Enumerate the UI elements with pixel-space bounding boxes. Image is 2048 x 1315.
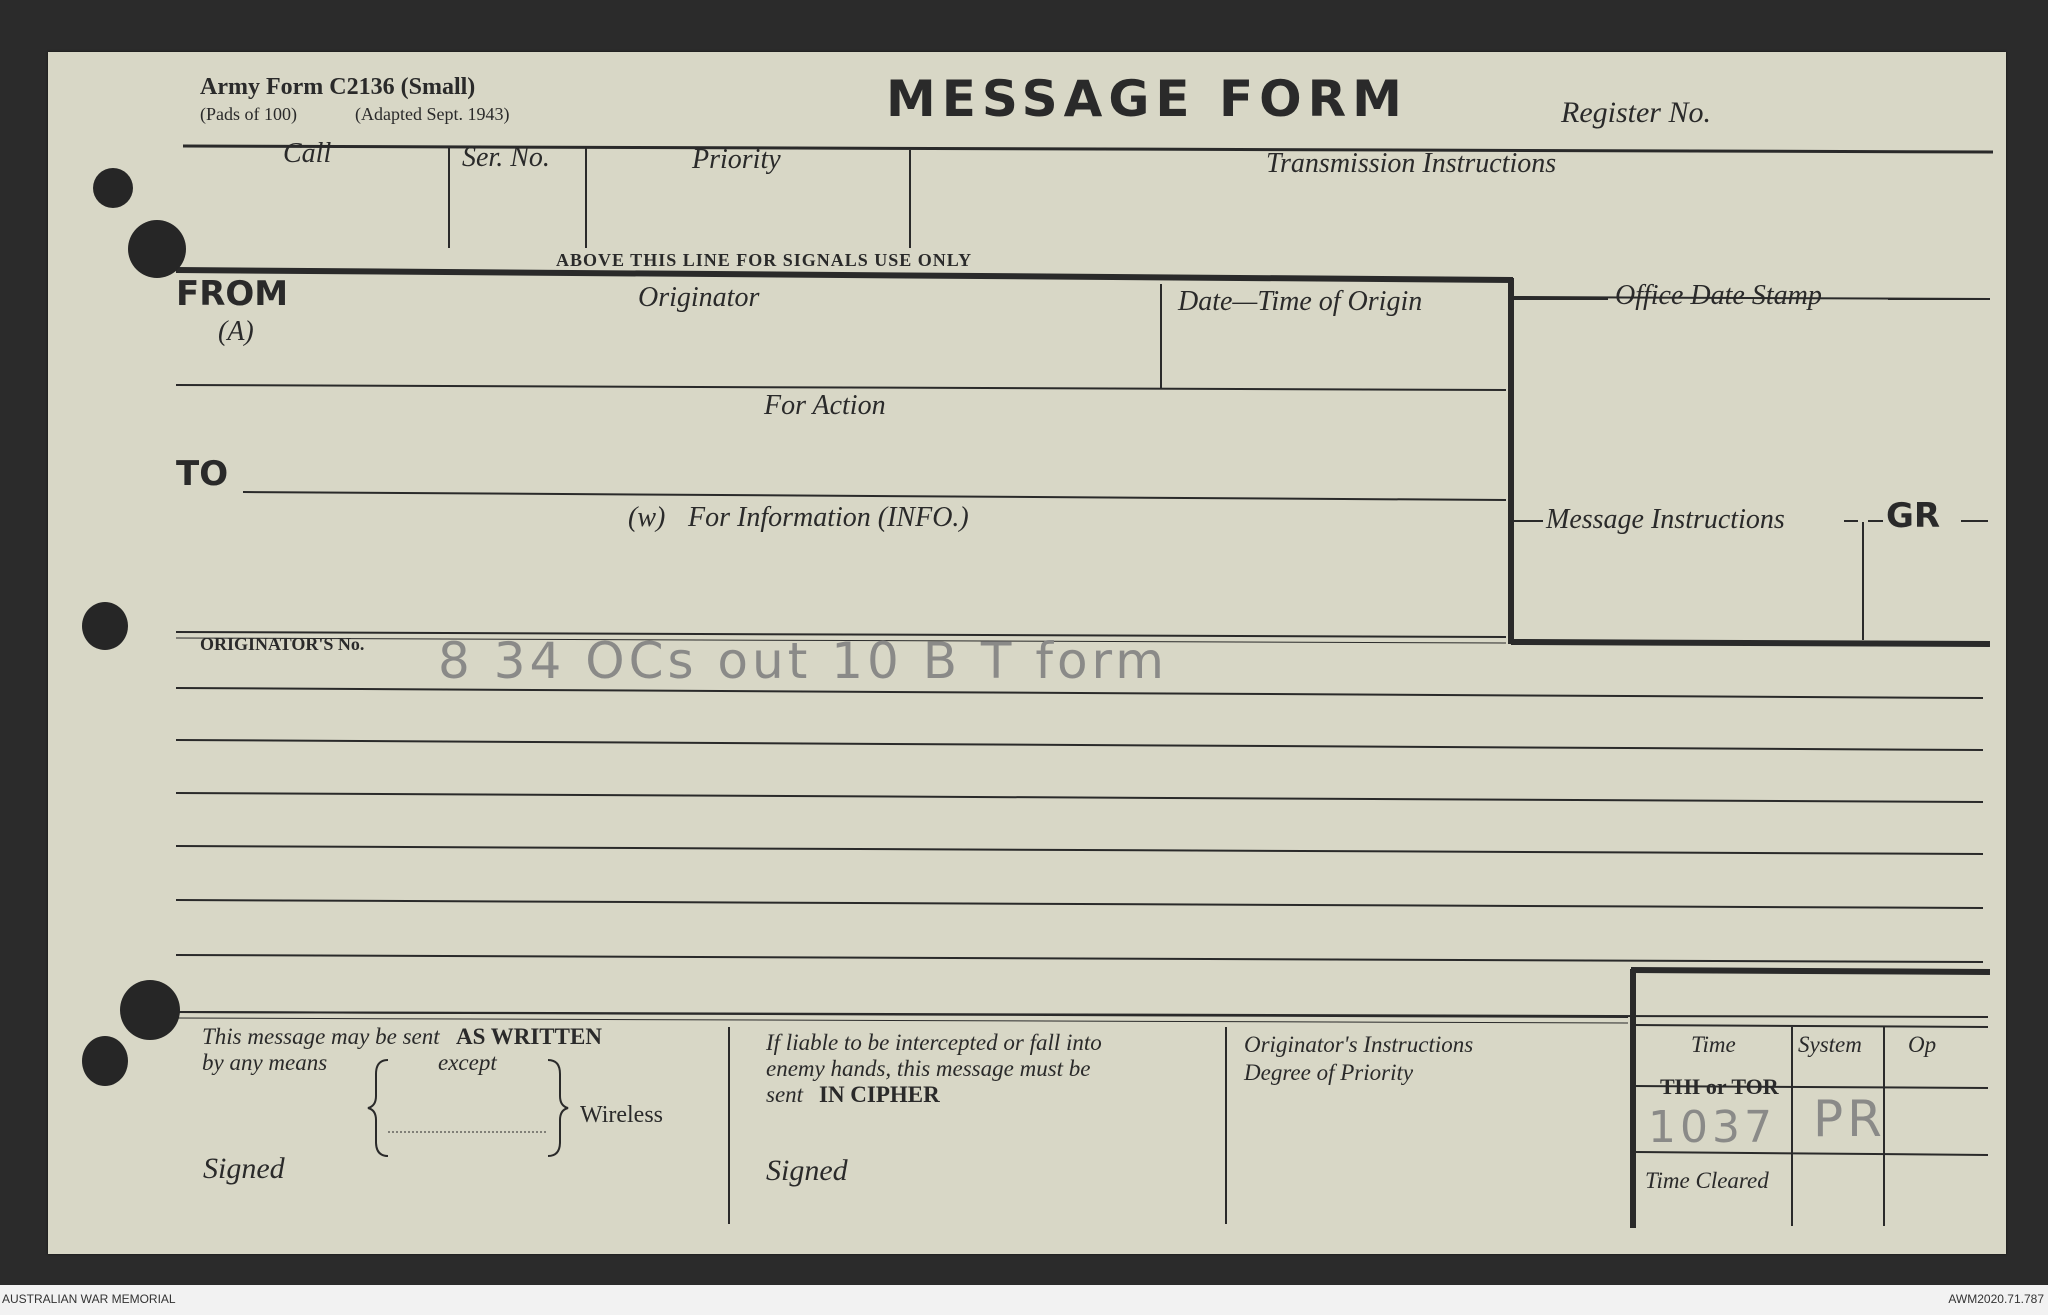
handwritten-time: 1037: [1648, 1102, 1776, 1153]
cipher-line-1: If liable to be intercepted or fall into: [766, 1030, 1102, 1055]
time-cleared-label: Time Cleared: [1645, 1168, 1769, 1193]
punch-hole: [93, 168, 133, 208]
form-id: Army Form C2136 (Small): [200, 74, 476, 100]
transmission-label: Transmission Instructions: [1266, 148, 1557, 179]
message-instructions-label: Message Instructions: [1546, 504, 1785, 535]
originators-no-label: ORIGINATOR'S No.: [200, 634, 365, 654]
cipher-line-3: sent: [766, 1082, 804, 1107]
ser-no-label: Ser. No.: [462, 142, 550, 173]
originator-label: Originator: [638, 282, 760, 313]
for-action-label: For Action: [764, 390, 886, 421]
adapted-note: (Adapted Sept. 1943): [355, 104, 510, 124]
priority-label: Priority: [692, 144, 781, 175]
except-text: except: [438, 1050, 497, 1075]
signals-use-note: ABOVE THIS LINE FOR SIGNALS USE ONLY: [556, 250, 973, 270]
punch-hole: [120, 980, 180, 1040]
message-form-page: [48, 52, 2006, 1254]
punch-hole: [82, 602, 128, 650]
gr-label: GR: [1886, 496, 1941, 536]
op-label: Op: [1908, 1032, 1937, 1057]
footer-accession: AWM2020.71.787: [1948, 1292, 2044, 1306]
system-label: System: [1798, 1032, 1862, 1057]
w-label: (w): [628, 502, 666, 533]
from-sub-label: (A): [218, 316, 254, 347]
from-label: FROM: [176, 274, 289, 314]
signed-mid-label: Signed: [766, 1154, 848, 1187]
time-label: Time: [1691, 1032, 1736, 1057]
cipher-line-2: enemy hands, this message must be: [766, 1056, 1091, 1081]
call-label: Call: [283, 138, 332, 169]
as-written-text: This message may be sent: [202, 1024, 440, 1049]
punch-hole: [82, 1036, 128, 1086]
office-stamp-label: Office Date Stamp: [1615, 280, 1822, 311]
by-any-means-text: by any means: [202, 1050, 328, 1075]
degree-priority-label: Degree of Priority: [1244, 1060, 1414, 1085]
as-written-bold: AS WRITTEN: [456, 1024, 602, 1049]
originator-instructions-label: Originator's Instructions: [1244, 1032, 1474, 1057]
date-time-label: Date—Time of Origin: [1178, 286, 1423, 317]
wireless-text: Wireless: [580, 1102, 664, 1128]
archive-footer: [0, 1285, 2048, 1315]
footer-institution: AUSTRALIAN WAR MEMORIAL: [2, 1292, 176, 1306]
to-label: TO: [176, 454, 229, 494]
page-title: MESSAGE FORM: [886, 70, 1408, 128]
thi-tor-label: THI or TOR: [1660, 1074, 1779, 1099]
in-cipher-bold: IN CIPHER: [819, 1082, 940, 1107]
register-label: Register No.: [1561, 96, 1711, 129]
handwritten-message: 8 34 OCs out 10 B T form: [438, 632, 1168, 690]
signed-left-label: Signed: [203, 1152, 285, 1185]
punch-hole: [128, 220, 186, 278]
handwritten-op: PR: [1813, 1090, 1886, 1148]
for-info-label: For Information (INFO.): [688, 502, 969, 533]
pads-note: (Pads of 100): [200, 104, 297, 124]
